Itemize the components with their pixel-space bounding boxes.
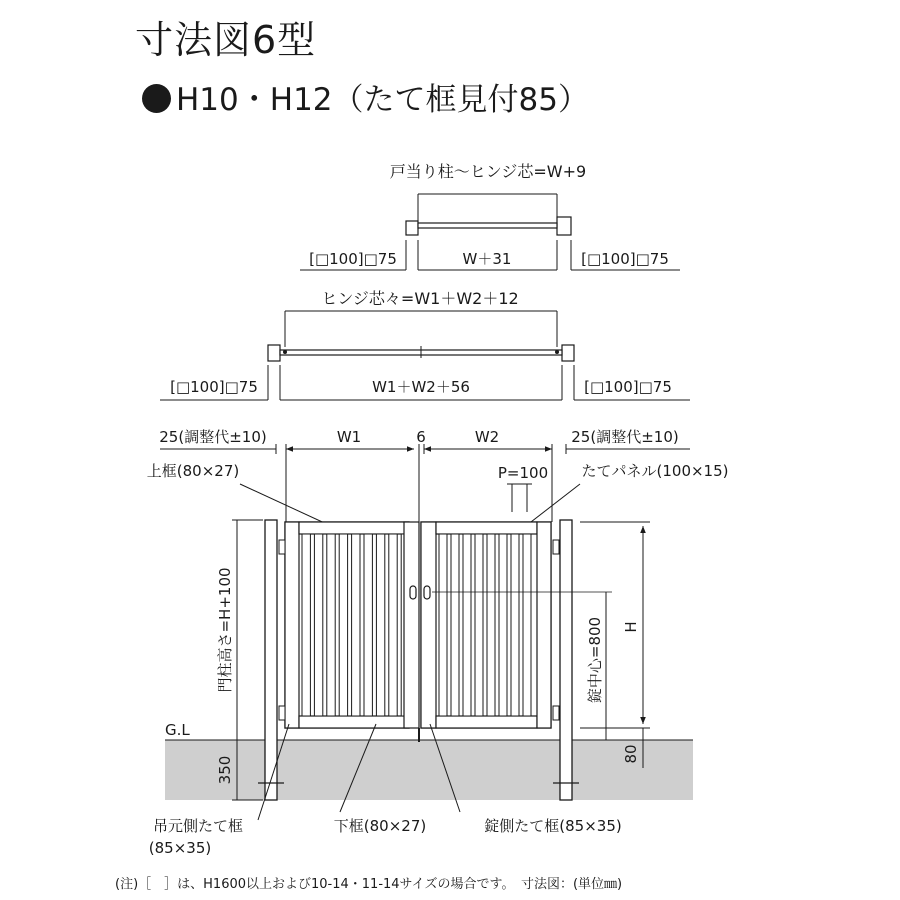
w2-label: W2 [474,428,500,446]
panel-slat [523,534,531,716]
panel-slat [327,534,335,716]
panel-slat [339,534,347,716]
ground-label: G.L [165,721,190,739]
left-slats [302,534,410,716]
panel-slat [314,534,322,716]
right-handle [424,586,430,599]
plan1-inner-label: W＋31 [462,250,512,268]
plan2-left-post-label: [□100]□75 [170,378,258,396]
ground-area [165,740,693,800]
subtitle-text: H10・H12（たて框見付85） [176,82,589,118]
w1-label: W1 [336,428,362,446]
plan2-inner-label: W1＋W2＋56 [372,378,470,396]
hinge-upper-left [279,540,285,554]
plan2-right-post-label: [□100]□75 [584,378,672,396]
panel-slat [364,534,372,716]
lock-center-label: 錠中心=800 [586,616,604,704]
panel-slat [451,534,459,716]
plan1-gate-leaf [418,223,557,228]
panel-slat [475,534,483,716]
panel-pitch-label: P=100 [497,464,549,482]
panel-slat [439,534,447,716]
right-post [560,520,572,800]
plan1-span-label: 戸当り柱～ヒンジ芯=W+9 [389,162,587,181]
panel-slat [463,534,471,716]
panel-slat [302,534,310,716]
hinge-lower-right [553,706,559,720]
panel-slat [389,534,397,716]
plan-double [160,289,690,400]
plan2-left-post [268,345,280,361]
top-rail-label: 上框(80×27) [146,462,240,480]
right-adjust-label: 25(調整代±10) [571,428,679,446]
panel-slat [499,534,507,716]
gap-label: 6 [416,428,426,446]
footnote: (注)［ ］は、H1600以上および10-14・11-14サイズの場合です。 寸法図：(単位㎜) [115,877,623,892]
panel-slat [511,534,519,716]
elevation [147,428,729,857]
hinge-upper-right [553,540,559,554]
bottom-rail-label: 下框(80×27) [333,817,427,835]
clearance-label: 80 [622,744,640,764]
hinge-lower-left [279,706,285,720]
embed-depth-label: 350 [216,755,234,785]
panel-slat [487,534,495,716]
hinge-stile-label: 吊元側たて框 [152,817,244,835]
panel-slat [352,534,360,716]
panel-slat [376,534,384,716]
plan1-left-post-label: [□100]□75 [309,250,397,268]
hinge-stile-size-label: (85×35) [148,839,212,857]
plan1-left-post [406,221,418,235]
post-height-label: 門柱高さ=H+100 [216,567,234,693]
plan-single [300,162,680,270]
vertical-panel-label: たてパネル(100×15) [581,462,729,480]
left-post [265,520,277,800]
left-adjust-label: 25(調整代±10) [159,428,267,446]
plan1-right-post-label: [□100]□75 [581,250,669,268]
left-handle [410,586,416,599]
height-label: H [622,621,640,633]
plan2-right-post [562,345,574,361]
page-title: 寸法図6型 [135,18,317,62]
plan1-right-post [557,217,571,235]
plan2-span-label: ヒンジ芯々=W1＋W2＋12 [321,289,519,308]
lock-stile-label: 錠側たて框(85×35) [484,817,622,835]
